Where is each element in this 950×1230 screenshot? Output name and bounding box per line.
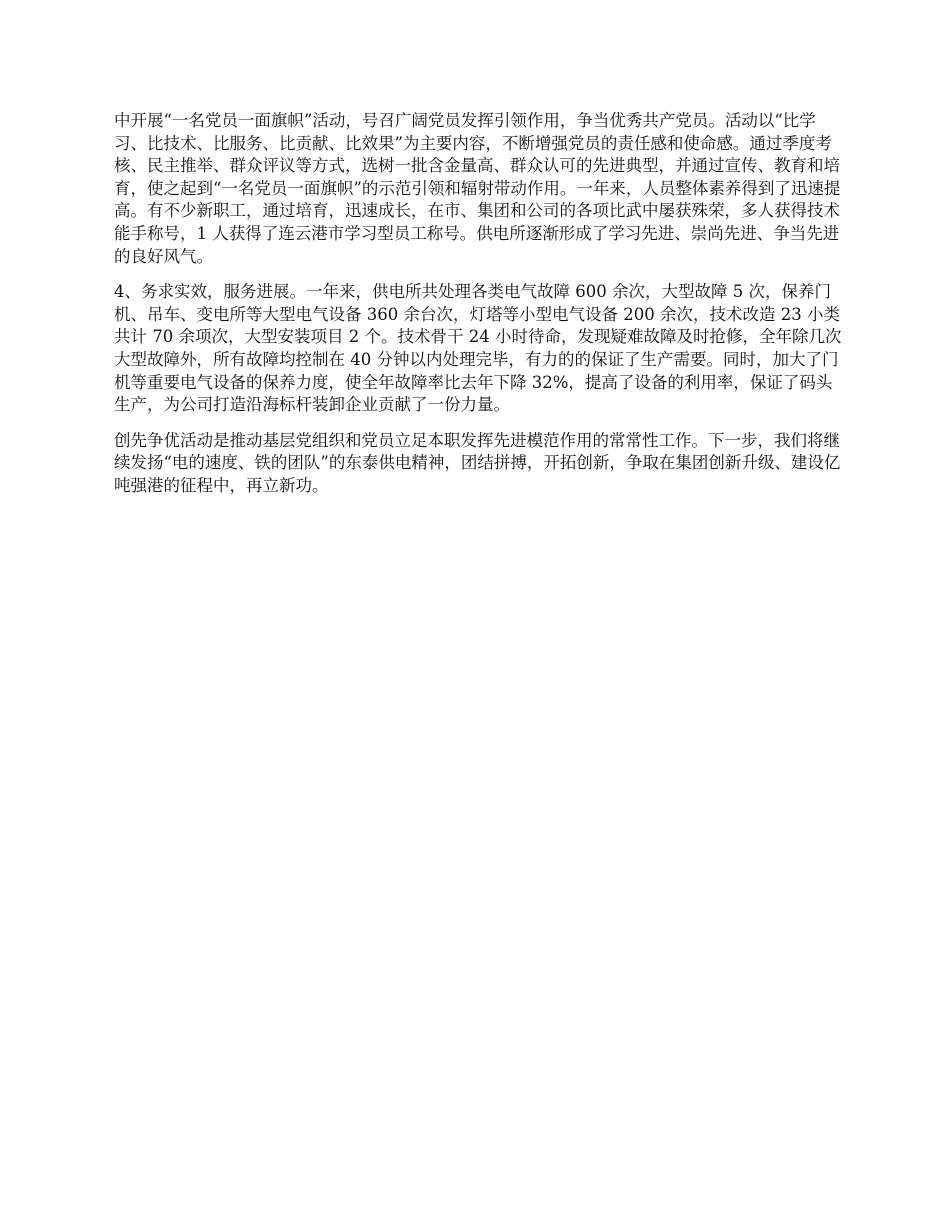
document-body (114, 110, 842, 511)
paragraph-practical-service-progress: 4、务求实效，服务进展。一年来，供电所共处理各类电气故障 600 余次，大型故障 5 次，保养门机、吊车、变电所等大型电气设备 360 余台次，灯塔等小型电气设备 200 余次，技术改造 23 小类共计 70 余项次，大型安装项目 2 个。技术骨干 24 小时待命，发现疑难故障及时抢修，全年除几次大型故障外，所有故障均控制在 40 分钟以内处理完毕，有力的的保证了生产需要。同时，加大了门机等重要电气设备的保养力度，使全年故障率比去年下降 32%，提高了设备的利用率，保证了码头生产，为公司打造沿海标杆装卸企业贡献了一份力量。 (114, 282, 842, 415)
paragraph-party-member-flag-activity: 中开展“一名党员一面旗帜”活动，号召广阔党员发挥引领作用，争当优秀共产党员。活动以“比学习、比技术、比服务、比贡献、比效果”为主要内容，不断增强党员的责任感和使命感。通过季度考核、民主推举、群众评议等方式，选树一批含金量高、群众认可的先进典型，并通过宣传、教育和培育，使之起到“一名党员一面旗帜”的示范引领和辐射带动作用。一年来，人员整体素养得到了迅速提高。有不少新职工，通过培育，迅速成长，在市、集团和公司的各项比武中屡获殊荣，多人获得技术能手称号，1 人获得了连云港市学习型员工称号。供电所逐渐形成了学习先进、崇尚先进、争当先进的良好风气。 (114, 111, 841, 266)
paragraph-conclusion: 创先争优活动是推动基层党组织和党员立足本职发挥先进模范作用的常常性工作。下一步，我们将继续发扬“电的速度、铁的团队”的东泰供电精神，团结拼搏，开拓创新，争取在集团创新升级、建设亿吨强港的征程中，再立新功。 (114, 430, 841, 495)
